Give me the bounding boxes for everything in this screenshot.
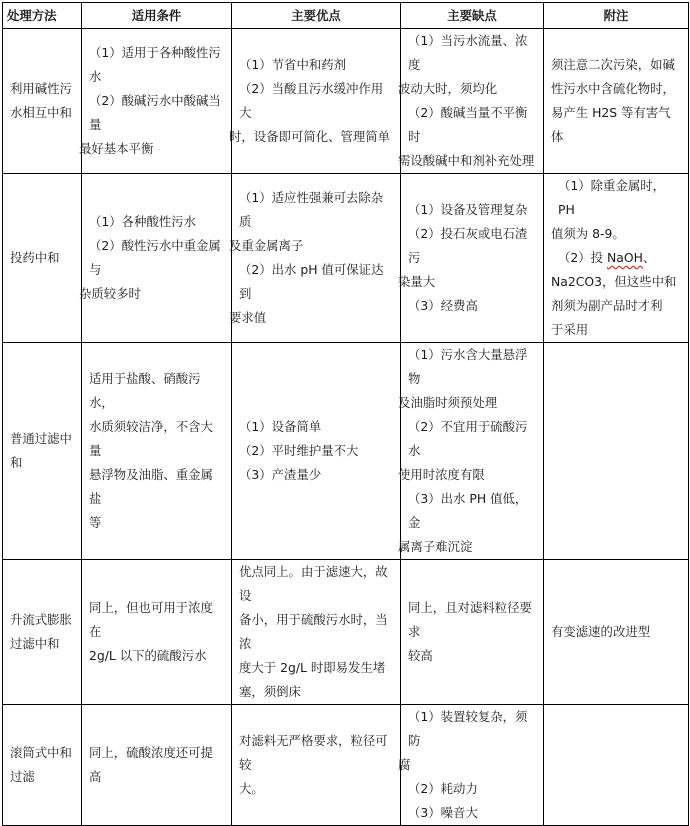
- conditions-cell: （1）各种酸性污水 （2）酸性污水中重金属与 杂质较多时: [82, 174, 232, 343]
- neutralization-methods-table: [2, 2, 689, 826]
- conditions-cell: 同上，硫酸浓度还可提高: [82, 705, 232, 826]
- spellcheck-underline: NaOH: [607, 250, 643, 265]
- advantages-cell: （1）适应性强兼可去除杂质 及重金属离子 （2）出水 pH 值可保证达到 要求值: [232, 174, 401, 343]
- method-cell: 利用碱性污 水相互中和: [3, 29, 82, 174]
- header-method: 处理方法: [3, 3, 82, 29]
- advantages-cell: （1）节省中和药剂 （2）当酸且污水缓冲作用大 时，设备即可简化、管理简单: [232, 29, 401, 174]
- conditions-cell: （1）适用于各种酸性污水 （2）酸碱污水中酸碱当量 最好基本平衡: [82, 29, 232, 174]
- disadvantages-cell: （1）装置较复杂，须防 腐 （2）耗动力 （3）噪音大: [401, 705, 544, 826]
- advantages-cell: 对滤料无严格要求，粒径可较 大。: [232, 705, 401, 826]
- table-row: [3, 343, 689, 560]
- header-advantages: 主要优点: [232, 3, 401, 29]
- header-row: [3, 3, 689, 29]
- conditions-cell: 同上，但也可用于浓度在 2g/L 以下的硫酸污水: [82, 560, 232, 705]
- header-conditions: 适用条件: [82, 3, 232, 29]
- header-notes: 附注: [544, 3, 689, 29]
- disadvantages-cell: （1）污水含大量悬浮物 及油脂时须预处理 （2）不宜用于硫酸污水 使用时浓度有限 （3）出水 PH 值低，金 属离子难沉淀: [401, 343, 544, 560]
- method-cell: 滚筒式中和 过滤: [3, 705, 82, 826]
- table-row: [3, 705, 689, 826]
- notes-cell: （1）除重金属时，PH 值须为 8-9。 （2）投 NaOH、 Na2CO3，但这些中和 剂须为副产品时才利 于采用: [544, 174, 689, 343]
- header-disadvantages: 主要缺点: [401, 3, 544, 29]
- notes-cell: 有变滤速的改进型: [544, 560, 689, 705]
- method-cell: 普通过滤中 和: [3, 343, 82, 560]
- table-row: [3, 174, 689, 343]
- table-row: [3, 560, 689, 705]
- table-row: [3, 29, 689, 174]
- advantages-cell: 优点同上。由于滤速大，故设 备小，用于硫酸污水时，当浓 度大于 2g/L 时即易发生堵 塞，须倒床: [232, 560, 401, 705]
- notes-cell: [544, 705, 689, 826]
- naoh-note: （2）投 NaOH、: [558, 250, 656, 265]
- notes-cell: [544, 343, 689, 560]
- notes-cell: 须注意二次污染，如碱 性污水中含硫化物时， 易产生 H2S 等有害气 体: [544, 29, 689, 174]
- disadvantages-cell: 同上，且对滤料粒径要求 较高: [401, 560, 544, 705]
- disadvantages-cell: （1）当污水流量、浓度 波动大时，须均化 （2）酸碱当量不平衡时 需设酸碱中和剂补充处理: [401, 29, 544, 174]
- method-cell: 投药中和: [3, 174, 82, 343]
- method-cell: 升流式膨胀 过滤中和: [3, 560, 82, 705]
- conditions-cell: 适用于盐酸、硝酸污水， 水质须较洁净，不含大量 悬浮物及油脂、重金属盐 等: [82, 343, 232, 560]
- advantages-cell: （1）设备简单 （2）平时维护量不大 （3）产渣量少: [232, 343, 401, 560]
- disadvantages-cell: （1）设备及管理复杂 （2）投石灰或电石渣污 染量大 （3）经费高: [401, 174, 544, 343]
